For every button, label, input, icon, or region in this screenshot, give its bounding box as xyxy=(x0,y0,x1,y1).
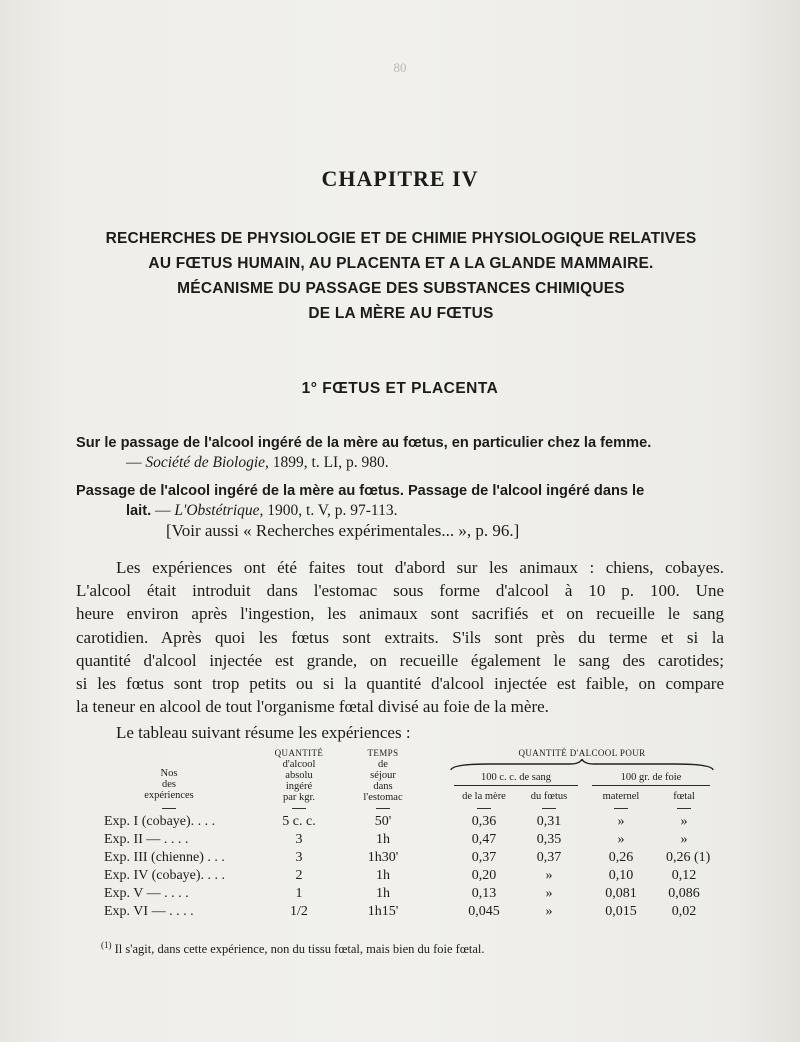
table-row xyxy=(76,904,724,921)
cell-exp: Exp. IV (cobaye). . . . xyxy=(104,868,226,883)
cell-temps: 1h15' xyxy=(367,904,399,919)
reference-title-end: lait. xyxy=(126,503,152,519)
cell-mere: 0,37 xyxy=(471,850,497,865)
cell-foetal: 0,02 xyxy=(671,904,697,919)
header-line: d'alcool xyxy=(282,759,316,770)
cell-maternel: 0,015 xyxy=(605,904,637,919)
cell-dose: 1/2 xyxy=(290,904,308,919)
header-line: QUANTITÉ xyxy=(274,748,324,758)
cell-maternel: 0,10 xyxy=(608,868,634,883)
footnote-marker: (1) xyxy=(101,940,112,950)
header-foetal: fœtal xyxy=(673,791,695,802)
reference-2 xyxy=(76,481,724,521)
table-intro: Le tableau suivant résume les expériences : xyxy=(116,723,411,742)
source-details: , 1900, t. V, p. 97-113. xyxy=(259,502,398,519)
cell-foetus: » xyxy=(545,904,553,919)
header-line: séjour xyxy=(370,770,396,781)
cell-foetal: 0,086 xyxy=(668,886,700,901)
cell-foetal: 0,26 (1) xyxy=(666,850,711,865)
cell-foetal: » xyxy=(680,832,688,847)
paragraph-line: heure environ après l'ingestion, les animaux sont sacrifiés et on recueille le sang xyxy=(76,604,724,624)
cell-temps: 1h xyxy=(376,832,390,847)
cell-maternel: 0,081 xyxy=(605,886,637,901)
header-line: absolu xyxy=(285,770,313,781)
cell-foetal: » xyxy=(680,814,688,829)
cell-dose: 2 xyxy=(295,868,303,883)
cell-exp: Exp. III (chienne) . . . xyxy=(104,850,225,865)
header-dash xyxy=(376,808,390,809)
table-row xyxy=(76,814,724,831)
header-line: de xyxy=(378,759,388,770)
cell-dose: 3 xyxy=(295,850,303,865)
source-prefix: — xyxy=(151,502,175,519)
header-dash xyxy=(162,808,176,809)
cell-foetus: » xyxy=(545,868,553,883)
cell-temps: 50' xyxy=(374,814,392,829)
header-maternel: maternel xyxy=(602,791,640,802)
chapter-title: CHAPITRE IV xyxy=(321,166,479,191)
rule-foie xyxy=(592,785,710,786)
header-line: expériences xyxy=(144,790,194,801)
cell-exp: Exp. I (cobaye). . . . xyxy=(104,814,216,829)
paragraph-line: L'alcool était introduit dans l'estomac sous forme d'alcool à 10 p. 100. Une xyxy=(76,581,724,601)
cell-foetus: 0,35 xyxy=(536,832,562,847)
cell-foetus: 0,37 xyxy=(536,850,562,865)
header-dash xyxy=(677,808,691,809)
footnote xyxy=(101,940,484,957)
header-mere: de la mère xyxy=(462,791,506,802)
paragraph-line: Les expériences ont été faites tout d'abord sur les animaux : chiens, cobayes. xyxy=(116,558,724,577)
header-quantite xyxy=(262,748,336,803)
header-dash xyxy=(292,808,306,809)
brace-icon xyxy=(450,759,714,771)
cell-maternel: » xyxy=(617,832,625,847)
cell-dose: 3 xyxy=(295,832,303,847)
cell-mere: 0,36 xyxy=(471,814,497,829)
cell-exp: Exp. V — . . . . xyxy=(104,886,189,901)
rule-sang xyxy=(454,785,578,786)
see-also-note: [Voir aussi « Recherches expérimentales... », p. 96.] xyxy=(166,521,520,540)
reference-source xyxy=(76,453,724,473)
header-dash xyxy=(542,808,556,809)
cell-dose: 5 c. c. xyxy=(282,814,316,829)
body-paragraph xyxy=(76,556,724,718)
cell-maternel: 0,26 xyxy=(608,850,634,865)
table-row xyxy=(76,850,724,867)
reference-title-cont xyxy=(76,501,724,521)
cell-exp: Exp. II — . . . . xyxy=(104,832,189,847)
cell-temps: 1h30' xyxy=(367,850,399,865)
cell-mere: 0,47 xyxy=(471,832,497,847)
chapter-subtitle xyxy=(76,226,726,326)
section-title: 1° FŒTUS ET PLACENTA xyxy=(301,380,499,397)
cell-temps: 1h xyxy=(376,886,390,901)
header-line: ingéré xyxy=(285,781,313,792)
cell-mere: 0,13 xyxy=(471,886,497,901)
table-row xyxy=(76,886,724,903)
header-line: Nos xyxy=(160,768,178,779)
paragraph-line: la teneur en alcool de tout l'organisme fœtal divisé au foie de la mère. xyxy=(76,697,549,717)
source-prefix: — xyxy=(126,454,146,471)
header-line: des xyxy=(162,779,176,790)
footnote-text: Il s'agit, dans cette expérience, non du tissu fœtal, mais bien du foie fœtal. xyxy=(111,942,485,957)
cell-foetus: » xyxy=(545,886,553,901)
cell-mere: 0,045 xyxy=(468,904,500,919)
header-temps xyxy=(346,748,420,803)
header-line: dans xyxy=(373,781,393,792)
subtitle-line: AU FŒTUS HUMAIN, AU PLACENTA ET A LA GLANDE MAMMAIRE. xyxy=(148,255,654,272)
table-row xyxy=(76,868,724,885)
header-dash xyxy=(614,808,628,809)
paragraph-line: si les fœtus sont trop petits ou si la quantité d'alcool injectée est faible, on compare xyxy=(76,674,724,694)
journal-name: Société de Biologie xyxy=(145,454,266,471)
header-group: QUANTITÉ D'ALCOOL POUR xyxy=(518,748,646,758)
subtitle-line: DE LA MÈRE AU FŒTUS xyxy=(308,305,494,322)
header-line: l'estomac xyxy=(363,792,403,803)
table-row xyxy=(76,832,724,849)
cell-foetal: 0,12 xyxy=(671,868,697,883)
header-foetus: du fœtus xyxy=(530,791,568,802)
header-line: par kgr. xyxy=(282,792,316,803)
reference-1 xyxy=(76,433,724,473)
header-foie: 100 gr. de foie xyxy=(620,772,682,783)
source-details: , 1899, t. LI, p. 980. xyxy=(265,454,389,471)
paragraph-line: quantité d'alcool injectée est grande, on recueille également le sang des carotides; xyxy=(76,650,724,670)
subtitle-line: MÉCANISME DU PASSAGE DES SUBSTANCES CHIMIQUES xyxy=(177,280,625,297)
cell-maternel: » xyxy=(617,814,625,829)
cell-exp: Exp. VI — . . . . xyxy=(104,904,194,919)
reference-title: Passage de l'alcool ingéré de la mère au fœtus. Passage de l'alcool ingéré dans le xyxy=(76,483,645,499)
header-experiments xyxy=(124,768,214,801)
reference-title: Sur le passage de l'alcool ingéré de la mère au fœtus, en particulier chez la femme. xyxy=(76,435,652,451)
paragraph-line: carotidien. Après quoi les fœtus sont extraits. S'ils sont près du terme et si la xyxy=(76,627,724,647)
header-line: TEMPS xyxy=(367,748,399,758)
cell-foetus: 0,31 xyxy=(536,814,562,829)
cell-dose: 1 xyxy=(295,886,303,901)
header-dash xyxy=(477,808,491,809)
cell-mere: 0,20 xyxy=(471,868,497,883)
subtitle-line: RECHERCHES DE PHYSIOLOGIE ET DE CHIMIE PHYSIOLOGIQUE RELATIVES xyxy=(105,230,697,247)
journal-name: L'Obstétrique xyxy=(174,502,260,519)
cell-temps: 1h xyxy=(376,868,390,883)
page-number: 80 xyxy=(393,60,407,75)
header-sang: 100 c. c. de sang xyxy=(481,772,551,783)
